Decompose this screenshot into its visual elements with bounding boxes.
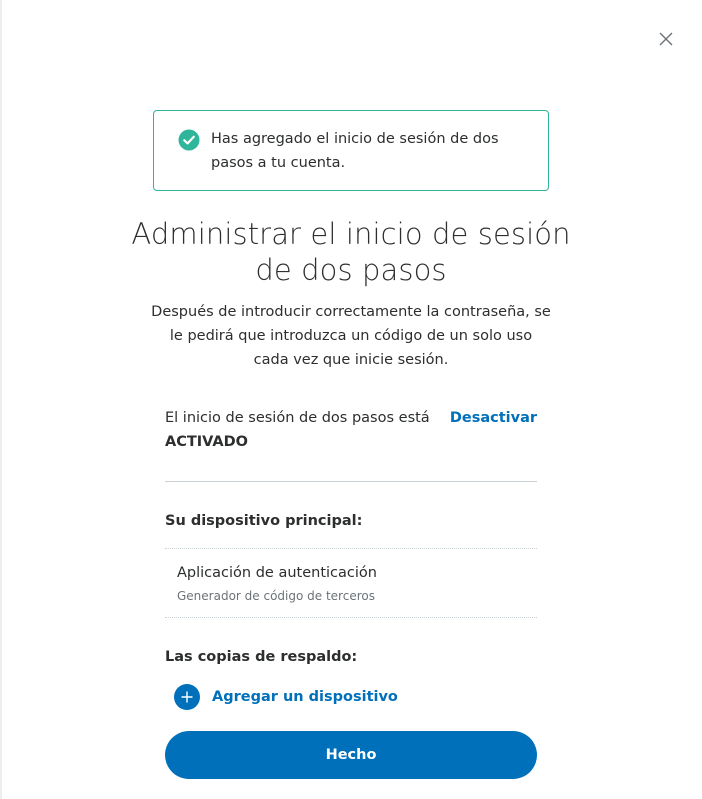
backup-devices-label: Las copias de respaldo: [165, 649, 358, 665]
deactivate-link[interactable]: Desactivar [449, 410, 537, 426]
close-button[interactable] [654, 27, 678, 51]
plus-icon [174, 684, 200, 710]
device-detail: Generador de código de terceros [177, 589, 375, 603]
add-device-button[interactable] [174, 684, 398, 710]
two-step-status-row [165, 406, 537, 482]
success-message: Has agregado el inicio de sesión de dos pasos a tu cuenta. [211, 131, 499, 171]
done-button[interactable]: Hecho [165, 731, 537, 779]
page-description: Después de introducir correctamente la contraseña, se le pedirá que introduzca un código de un solo uso cada vez que inicie sesión. [151, 304, 551, 368]
add-device-label: Agregar un dispositivo [212, 689, 398, 705]
page-title: Administrar el inicio de sesión de dos pasos [131, 217, 571, 287]
close-icon [659, 32, 673, 46]
status-value: ACTIVADO [165, 434, 248, 450]
left-edge-divider [0, 0, 2, 799]
primary-device-label: Su dispositivo principal: [165, 513, 363, 529]
success-alert [153, 110, 549, 191]
device-name: Aplicación de autenticación [177, 565, 377, 581]
check-circle-icon [178, 129, 200, 151]
status-text [165, 406, 435, 454]
status-label: El inicio de sesión de dos pasos está [165, 410, 430, 426]
primary-device-card [165, 548, 537, 618]
